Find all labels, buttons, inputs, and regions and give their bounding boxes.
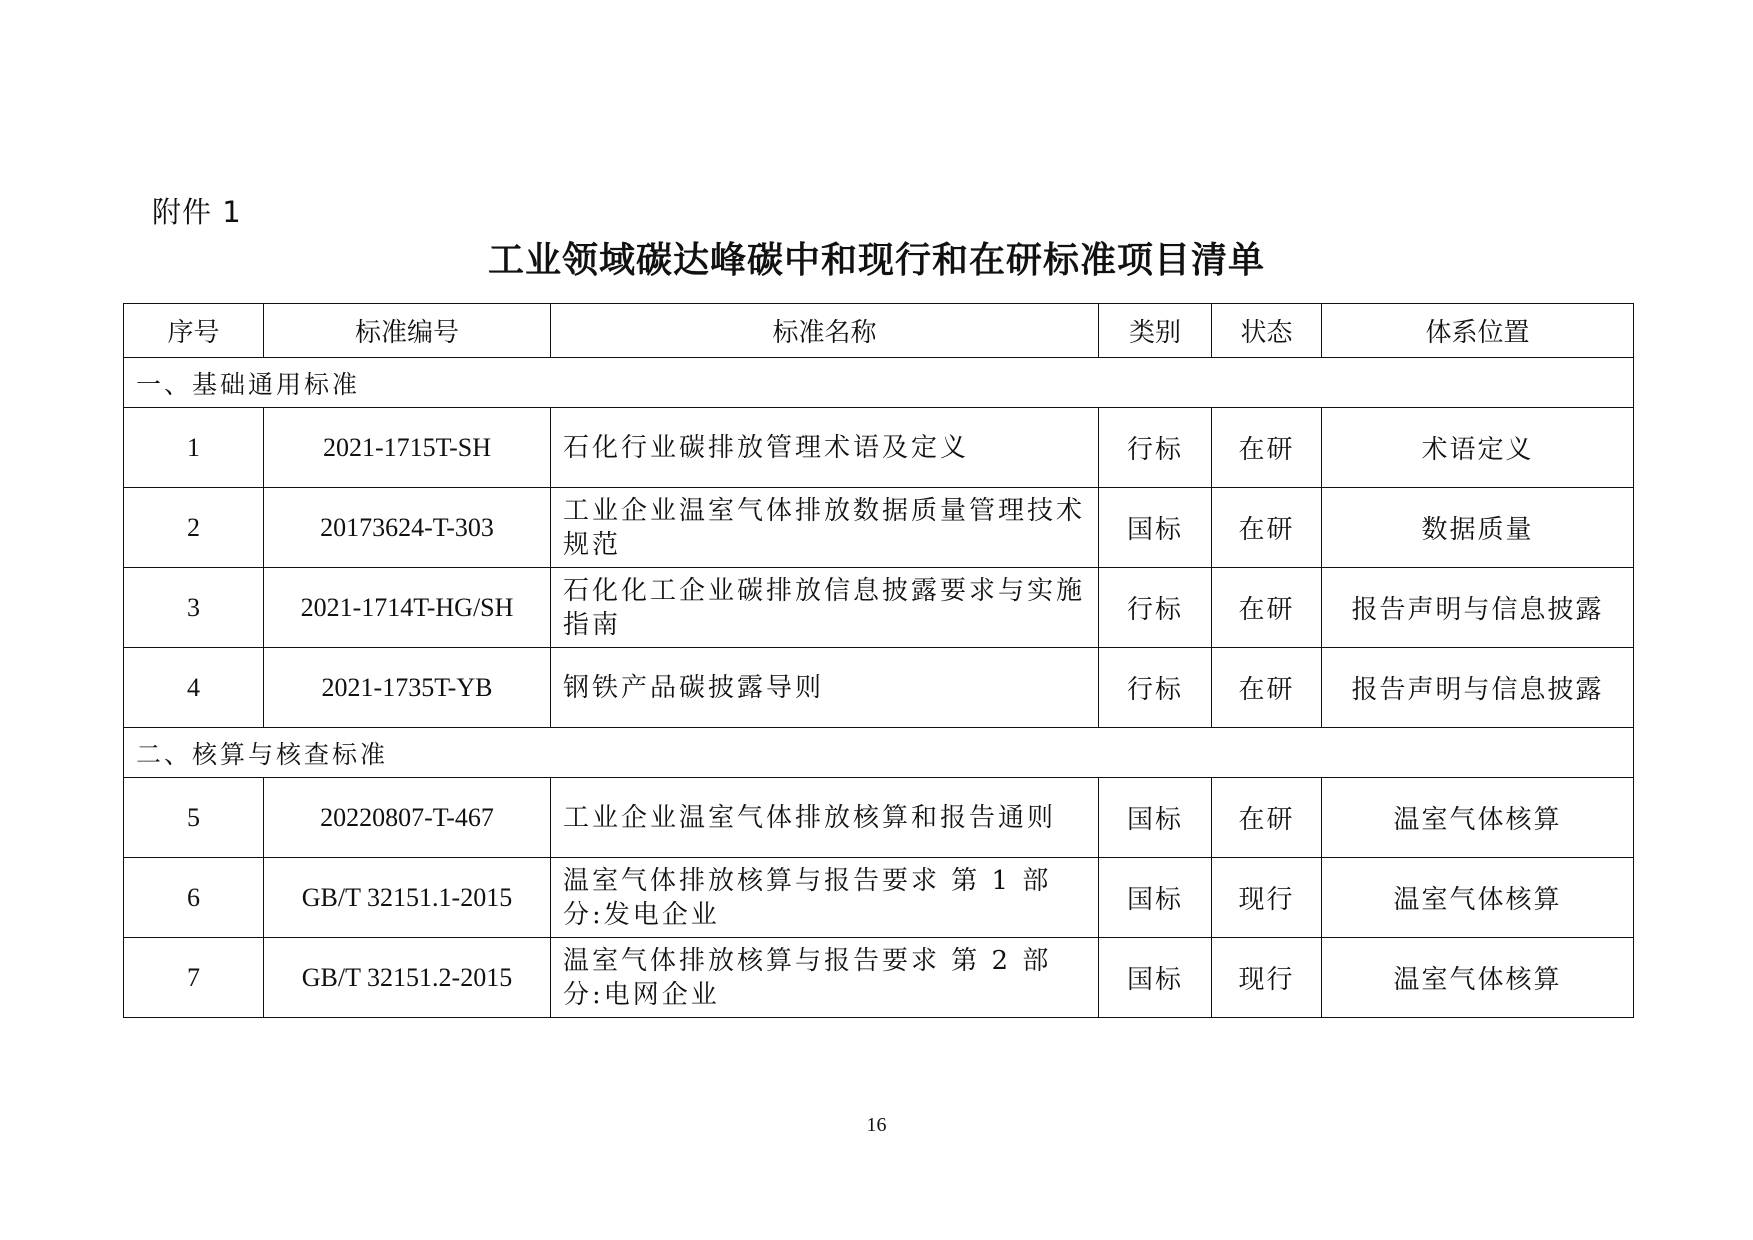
cell-name: 温室气体排放核算与报告要求 第 1 部分:发电企业 <box>551 858 1099 938</box>
table-header-row <box>124 304 1634 358</box>
cell-position: 报告声明与信息披露 <box>1322 648 1634 728</box>
cell-code: 2021-1715T-SH <box>264 408 551 488</box>
table-row <box>124 488 1634 568</box>
cell-serial: 2 <box>124 488 264 568</box>
table-row <box>124 938 1634 1018</box>
header-standard-name: 标准名称 <box>551 304 1099 358</box>
cell-category: 行标 <box>1099 568 1212 648</box>
header-status: 状态 <box>1212 304 1322 358</box>
cell-name: 温室气体排放核算与报告要求 第 2 部分:电网企业 <box>551 938 1099 1018</box>
document-title: 工业领域碳达峰碳中和现行和在研标准项目清单 <box>487 240 1265 281</box>
cell-name: 石化行业碳排放管理术语及定义 <box>551 408 1099 488</box>
cell-code: GB/T 32151.1-2015 <box>264 858 551 938</box>
cell-status: 在研 <box>1212 488 1322 568</box>
header-category: 类别 <box>1099 304 1212 358</box>
attachment-label: 附件 1 <box>152 195 242 229</box>
section-row <box>124 358 1634 408</box>
cell-position: 术语定义 <box>1322 408 1634 488</box>
cell-position: 温室气体核算 <box>1322 938 1634 1018</box>
cell-status: 在研 <box>1212 778 1322 858</box>
cell-name: 钢铁产品碳披露导则 <box>551 648 1099 728</box>
cell-category: 行标 <box>1099 648 1212 728</box>
cell-name: 石化化工企业碳排放信息披露要求与实施指南 <box>551 568 1099 648</box>
cell-code: 2021-1714T-HG/SH <box>264 568 551 648</box>
table-row <box>124 648 1634 728</box>
section-heading: 二、核算与核查标准 <box>124 728 1634 778</box>
header-serial: 序号 <box>124 304 264 358</box>
cell-category: 国标 <box>1099 778 1212 858</box>
cell-serial: 5 <box>124 778 264 858</box>
cell-position: 报告声明与信息披露 <box>1322 568 1634 648</box>
cell-category: 国标 <box>1099 858 1212 938</box>
page-number: 16 <box>866 1114 887 1136</box>
cell-name: 工业企业温室气体排放数据质量管理技术规范 <box>551 488 1099 568</box>
cell-category: 行标 <box>1099 408 1212 488</box>
cell-status: 在研 <box>1212 568 1322 648</box>
cell-serial: 3 <box>124 568 264 648</box>
cell-category: 国标 <box>1099 488 1212 568</box>
cell-status: 现行 <box>1212 938 1322 1018</box>
table-row <box>124 778 1634 858</box>
standards-table <box>123 303 1634 1018</box>
cell-code: 2021-1735T-YB <box>264 648 551 728</box>
section-row <box>124 728 1634 778</box>
section-heading: 一、基础通用标准 <box>124 358 1634 408</box>
cell-serial: 7 <box>124 938 264 1018</box>
header-system-position: 体系位置 <box>1322 304 1634 358</box>
cell-category: 国标 <box>1099 938 1212 1018</box>
cell-status: 在研 <box>1212 648 1322 728</box>
cell-name: 工业企业温室气体排放核算和报告通则 <box>551 778 1099 858</box>
cell-serial: 1 <box>124 408 264 488</box>
cell-serial: 4 <box>124 648 264 728</box>
cell-code: 20173624-T-303 <box>264 488 551 568</box>
table-row <box>124 408 1634 488</box>
cell-position: 温室气体核算 <box>1322 778 1634 858</box>
cell-status: 现行 <box>1212 858 1322 938</box>
cell-position: 温室气体核算 <box>1322 858 1634 938</box>
table-row <box>124 858 1634 938</box>
header-standard-code: 标准编号 <box>264 304 551 358</box>
cell-position: 数据质量 <box>1322 488 1634 568</box>
cell-status: 在研 <box>1212 408 1322 488</box>
table-row <box>124 568 1634 648</box>
cell-code: 20220807-T-467 <box>264 778 551 858</box>
cell-code: GB/T 32151.2-2015 <box>264 938 551 1018</box>
cell-serial: 6 <box>124 858 264 938</box>
